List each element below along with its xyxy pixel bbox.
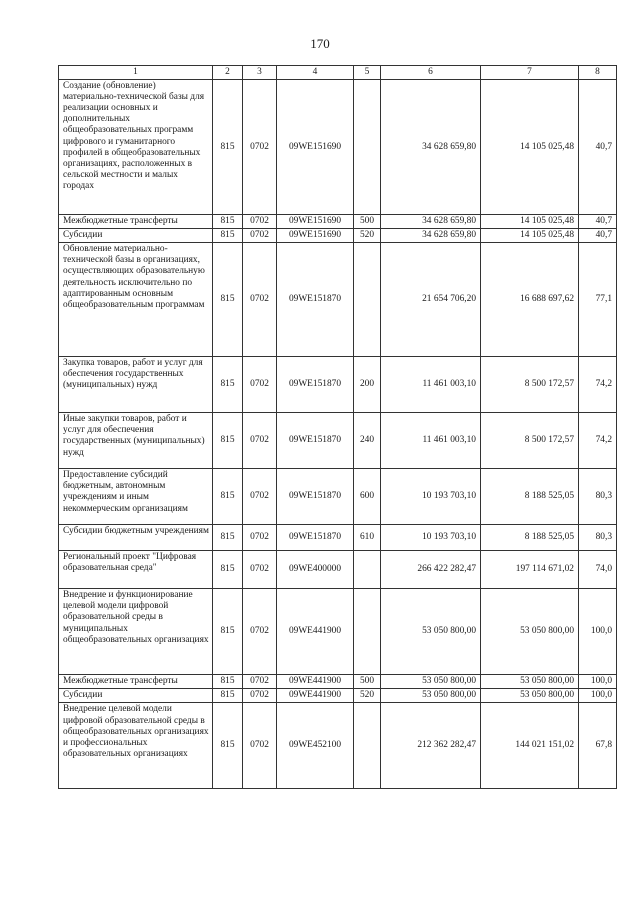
table-row [59, 413, 617, 469]
section-code: 0702 [243, 469, 277, 525]
execution-percent: 74,0 [579, 551, 617, 589]
plan-amount: 53 050 800,00 [381, 689, 481, 703]
column-header: 6 [381, 66, 481, 80]
target-code: 09WE151690 [277, 229, 354, 243]
admin-code: 815 [213, 589, 243, 675]
page-number: 170 [310, 36, 330, 51]
column-header: 4 [277, 66, 354, 80]
expense-type-code [354, 551, 381, 589]
section-code: 0702 [243, 413, 277, 469]
expense-name: Межбюджетные трансферты [59, 675, 213, 689]
table-row [59, 80, 617, 215]
table-row [59, 689, 617, 703]
executed-amount: 53 050 800,00 [481, 589, 579, 675]
table-row [59, 243, 617, 357]
expense-name: Субсидии [59, 229, 213, 243]
expense-name: Обновление материально-технической базы в организациях, осуществляющих образовательную деятельность исключительно по адаптированным основным общеобразовательным программам [59, 243, 213, 357]
expense-type-code: 600 [354, 469, 381, 525]
expense-type-code [354, 703, 381, 789]
section-code: 0702 [243, 551, 277, 589]
admin-code: 815 [213, 469, 243, 525]
plan-amount: 34 628 659,80 [381, 229, 481, 243]
table-row [59, 525, 617, 551]
executed-amount: 53 050 800,00 [481, 675, 579, 689]
admin-code: 815 [213, 243, 243, 357]
table-row [59, 589, 617, 675]
execution-percent: 74,2 [579, 357, 617, 413]
execution-percent: 40,7 [579, 215, 617, 229]
expense-name: Внедрение целевой модели цифровой образовательной среды в общеобразовательных организациях и профессиональных образовательных организациях [59, 703, 213, 789]
admin-code: 815 [213, 229, 243, 243]
execution-percent: 100,0 [579, 589, 617, 675]
executed-amount: 8 188 525,05 [481, 469, 579, 525]
target-code: 09WE151870 [277, 413, 354, 469]
section-code: 0702 [243, 229, 277, 243]
target-code: 09WE151690 [277, 80, 354, 215]
expense-type-code: 200 [354, 357, 381, 413]
plan-amount: 10 193 703,10 [381, 469, 481, 525]
expense-name: Предоставление субсидий бюджетным, автономным учреждениям и иным некоммерческим организациям [59, 469, 213, 525]
executed-amount: 14 105 025,48 [481, 229, 579, 243]
column-header: 3 [243, 66, 277, 80]
expense-name: Региональный проект "Цифровая образовательная среда" [59, 551, 213, 589]
target-code: 09WE441900 [277, 675, 354, 689]
expense-type-code [354, 243, 381, 357]
admin-code: 815 [213, 689, 243, 703]
expense-name: Создание (обновление) материально-технической базы для реализации основных и дополнительных общеобразовательных программ цифрового и гуманитарного профилей в общеобразовательных организациях, расположенных в сельской местности и малых городах [59, 80, 213, 215]
executed-amount: 14 105 025,48 [481, 215, 579, 229]
section-code: 0702 [243, 675, 277, 689]
executed-amount: 8 188 525,05 [481, 525, 579, 551]
execution-percent: 40,7 [579, 229, 617, 243]
expense-type-code: 240 [354, 413, 381, 469]
section-code: 0702 [243, 525, 277, 551]
executed-amount: 197 114 671,02 [481, 551, 579, 589]
target-code: 09WE151870 [277, 469, 354, 525]
section-code: 0702 [243, 243, 277, 357]
expense-name: Субсидии бюджетным учреждениям [59, 525, 213, 551]
expense-name: Внедрение и функционирование целевой модели цифровой образовательной среды в муниципальных общеобразовательных организациях [59, 589, 213, 675]
column-header: 5 [354, 66, 381, 80]
target-code: 09WE441900 [277, 689, 354, 703]
expense-type-code [354, 80, 381, 215]
admin-code: 815 [213, 80, 243, 215]
plan-amount: 34 628 659,80 [381, 80, 481, 215]
column-header: 8 [579, 66, 617, 80]
expense-type-code: 500 [354, 675, 381, 689]
target-code: 09WE151690 [277, 215, 354, 229]
budget-table [58, 65, 617, 789]
execution-percent: 40,7 [579, 80, 617, 215]
expense-type-code: 520 [354, 229, 381, 243]
plan-amount: 11 461 003,10 [381, 357, 481, 413]
plan-amount: 266 422 282,47 [381, 551, 481, 589]
plan-amount: 34 628 659,80 [381, 215, 481, 229]
execution-percent: 74,2 [579, 413, 617, 469]
admin-code: 815 [213, 703, 243, 789]
section-code: 0702 [243, 589, 277, 675]
plan-amount: 53 050 800,00 [381, 675, 481, 689]
target-code: 09WE400000 [277, 551, 354, 589]
target-code: 09WE452100 [277, 703, 354, 789]
table-row [59, 469, 617, 525]
execution-percent: 100,0 [579, 675, 617, 689]
target-code: 09WE151870 [277, 525, 354, 551]
admin-code: 815 [213, 413, 243, 469]
executed-amount: 16 688 697,62 [481, 243, 579, 357]
column-number-row [59, 66, 617, 80]
table-row [59, 675, 617, 689]
admin-code: 815 [213, 675, 243, 689]
target-code: 09WE151870 [277, 357, 354, 413]
column-header: 2 [213, 66, 243, 80]
column-header: 7 [481, 66, 579, 80]
target-code: 09WE151870 [277, 243, 354, 357]
expense-type-code: 520 [354, 689, 381, 703]
expense-name: Субсидии [59, 689, 213, 703]
table-row [59, 551, 617, 589]
expense-name: Закупка товаров, работ и услуг для обеспечения государственных (муниципальных) нужд [59, 357, 213, 413]
execution-percent: 77,1 [579, 243, 617, 357]
expense-type-code: 610 [354, 525, 381, 551]
plan-amount: 212 362 282,47 [381, 703, 481, 789]
section-code: 0702 [243, 703, 277, 789]
admin-code: 815 [213, 525, 243, 551]
admin-code: 815 [213, 551, 243, 589]
table-row [59, 703, 617, 789]
expense-name: Иные закупки товаров, работ и услуг для обеспечения государственных (муниципальных) нужд [59, 413, 213, 469]
table-row [59, 229, 617, 243]
executed-amount: 144 021 151,02 [481, 703, 579, 789]
plan-amount: 21 654 706,20 [381, 243, 481, 357]
executed-amount: 53 050 800,00 [481, 689, 579, 703]
execution-percent: 100,0 [579, 689, 617, 703]
table-row [59, 215, 617, 229]
plan-amount: 11 461 003,10 [381, 413, 481, 469]
execution-percent: 80,3 [579, 469, 617, 525]
executed-amount: 8 500 172,57 [481, 357, 579, 413]
expense-type-code: 500 [354, 215, 381, 229]
section-code: 0702 [243, 357, 277, 413]
section-code: 0702 [243, 215, 277, 229]
execution-percent: 67,8 [579, 703, 617, 789]
admin-code: 815 [213, 215, 243, 229]
table-row [59, 357, 617, 413]
target-code: 09WE441900 [277, 589, 354, 675]
executed-amount: 14 105 025,48 [481, 80, 579, 215]
section-code: 0702 [243, 689, 277, 703]
executed-amount: 8 500 172,57 [481, 413, 579, 469]
plan-amount: 10 193 703,10 [381, 525, 481, 551]
admin-code: 815 [213, 357, 243, 413]
expense-name: Межбюджетные трансферты [59, 215, 213, 229]
plan-amount: 53 050 800,00 [381, 589, 481, 675]
expense-type-code [354, 589, 381, 675]
column-header: 1 [59, 66, 213, 80]
section-code: 0702 [243, 80, 277, 215]
execution-percent: 80,3 [579, 525, 617, 551]
